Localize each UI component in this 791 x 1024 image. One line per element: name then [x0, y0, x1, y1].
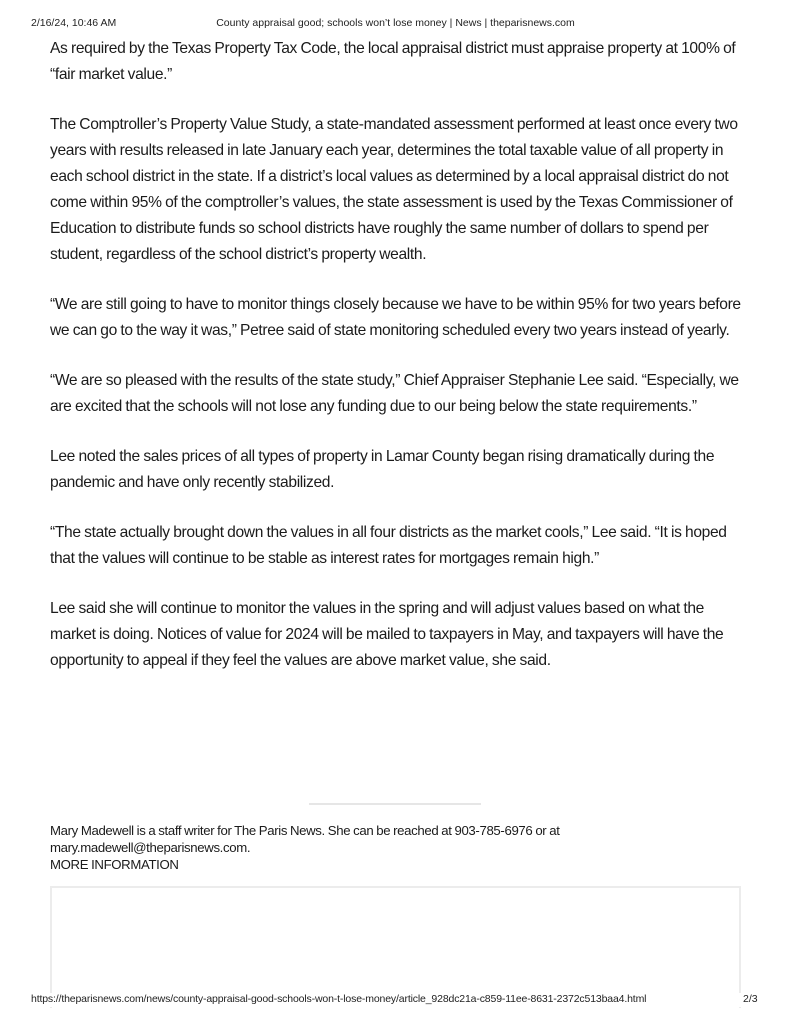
author-bio [50, 822, 750, 873]
author-phone: 903-785-6976 [454, 823, 533, 838]
print-datetime: 2/16/24, 10:46 AM [31, 17, 117, 29]
article-paragraph: “The state actually brought down the values in all four districts as the market cools,” Lee said. “It is hoped that the values will continue to be stable as interest rates for mortgages remain high.” [50, 524, 727, 567]
page-indicator: 2/3 [743, 993, 758, 1005]
article-paragraph: The Comptroller’s Property Value Study, a state-mandated assessment performed at least once every two years with results released in late January each year, determines the total taxable value of all property in each school district in the state. If a district’s local values as determined by a local appraisal district do not come within 95% of the comptroller’s values, the state assessment is used by the Texas Commissioner of Education to distribute funds so school districts have roughly the same number of dollars to spend per student, regardless of the school district’s property wealth. [50, 116, 738, 263]
author-email-link[interactable]: mary.madewell@theparisnews.com [50, 840, 247, 855]
article-body [50, 36, 750, 698]
article-paragraph: As required by the Texas Property Tax Code, the local appraisal district must appraise property at 100% of “fair market value.” [50, 40, 736, 83]
article-divider [309, 803, 481, 805]
print-footer [0, 993, 791, 1007]
article-paragraph: “We are still going to have to monitor things closely because we have to be within 95% for two years before we can go to the way it was,” Petree said of state monitoring scheduled every two years instead of yearly. [50, 296, 741, 339]
more-information-embed-box [50, 886, 741, 1008]
article-paragraph: Lee said she will continue to monitor the values in the spring and will adjust values based on what the market is doing. Notices of value for 2024 will be mailed to taxpayers in May, and taxpayers will have the opportunity to appeal if they feel the values are above market value, she said. [50, 600, 724, 669]
bio-text: Mary Madewell is a staff writer for The Paris News. She can be reached at [50, 823, 455, 838]
print-header [0, 17, 791, 31]
bio-text-between: or at [532, 823, 560, 838]
more-information-heading: MORE INFORMATION [50, 857, 179, 872]
print-page-title: County appraisal good; schools won’t lose money | News | theparisnews.com [216, 17, 575, 29]
bio-text-end: . [246, 840, 251, 855]
article-paragraph: Lee noted the sales prices of all types of property in Lamar County began rising dramatically during the pandemic and have only recently stabilized. [50, 448, 715, 491]
article-paragraph: “We are so pleased with the results of the state study,” Chief Appraiser Stephanie Lee said. “Especially, we are excited that the schools will not lose any funding due to our being below the state requirements.” [50, 372, 739, 415]
print-url: https://theparisnews.com/news/county-appraisal-good-schools-won-t-lose-money/article_928dc21a-c859-11ee-8631-2372c513baa4.html [31, 993, 647, 1005]
